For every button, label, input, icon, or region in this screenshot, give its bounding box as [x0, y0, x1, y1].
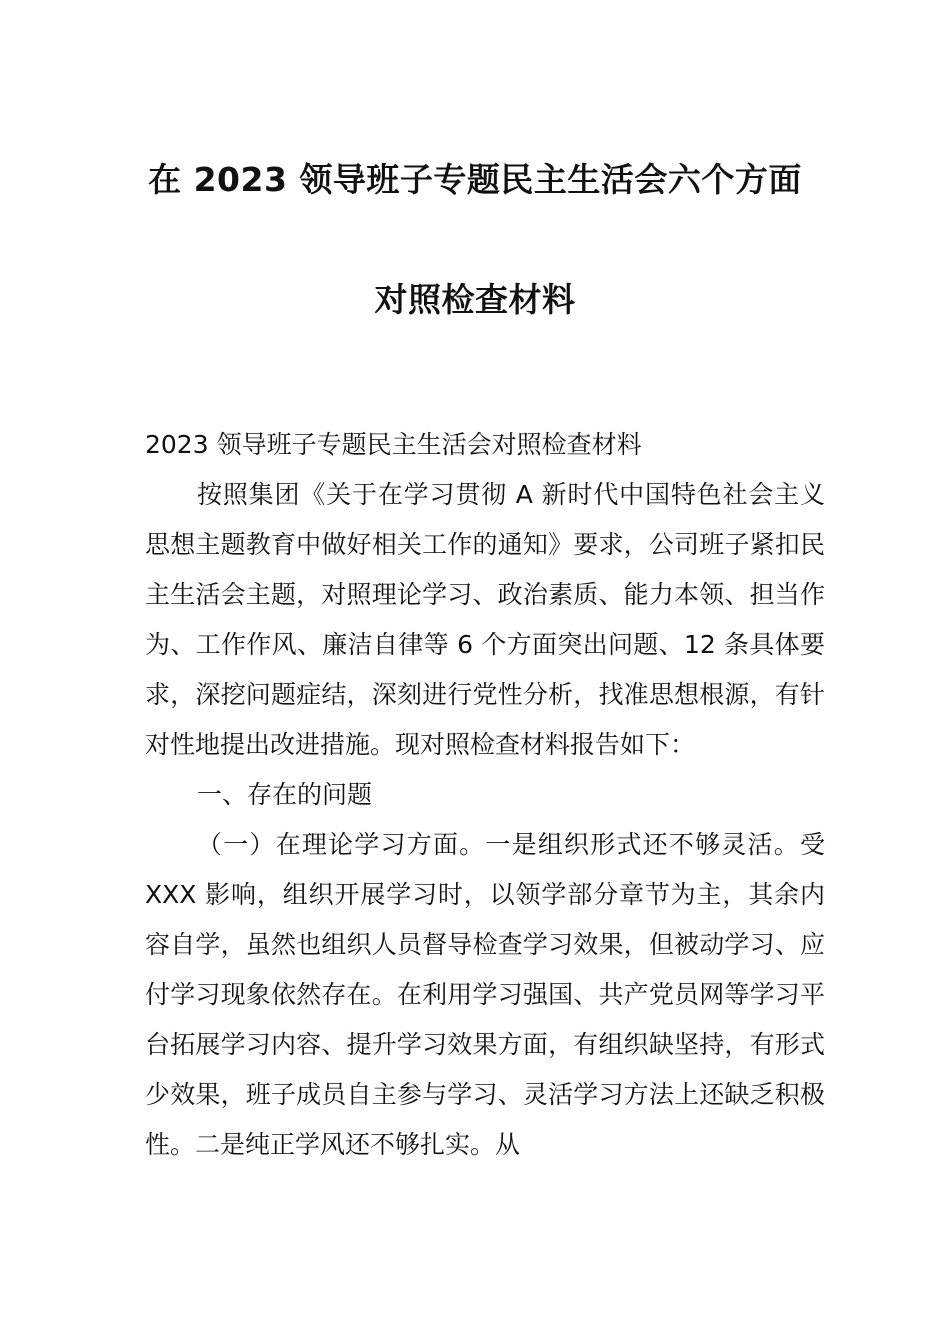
section-heading-problems: 一、存在的问题	[197, 780, 373, 809]
paragraph-intro: 按照集团《关于在学习贯彻 A 新时代中国特色社会主义思想主题教育中做好相关工作的通知》要求，公司班子紧扣民主生活会主题，对照理论学习、政治素质、能力本领、担当作为、工作作风、廉洁自律等 6 个方面突出问题、12 条具体要求，深挖问题症结，深刻进行党性分析，找准思想根源，有针对性地提出改进措施。现对照检查材料报告如下：	[145, 480, 825, 759]
document-body	[145, 420, 825, 1170]
document-title-line-2: 对照检查材料	[374, 280, 576, 319]
paragraph-theory-study: （一）在理论学习方面。一是组织形式还不够灵活。受 XXX 影响，组织开展学习时，以领学部分章节为主，其余内容自学，虽然也组织人员督导检查学习效果，但被动学习、应付学习现象依然存在。在利用学习强国、共产党员网等学习平台拓展学习内容、提升学习效果方面，有组织缺坚持，有形式少效果，班子成员自主参与学习、灵活学习方法上还缺乏积极性。二是纯正学风还不够扎实。从	[145, 830, 825, 1159]
document-subtitle: 2023 领导班子专题民主生活会对照检查材料	[145, 430, 642, 459]
document-title-line-1: 在 2023 领导班子专题民主生活会六个方面	[148, 160, 802, 199]
